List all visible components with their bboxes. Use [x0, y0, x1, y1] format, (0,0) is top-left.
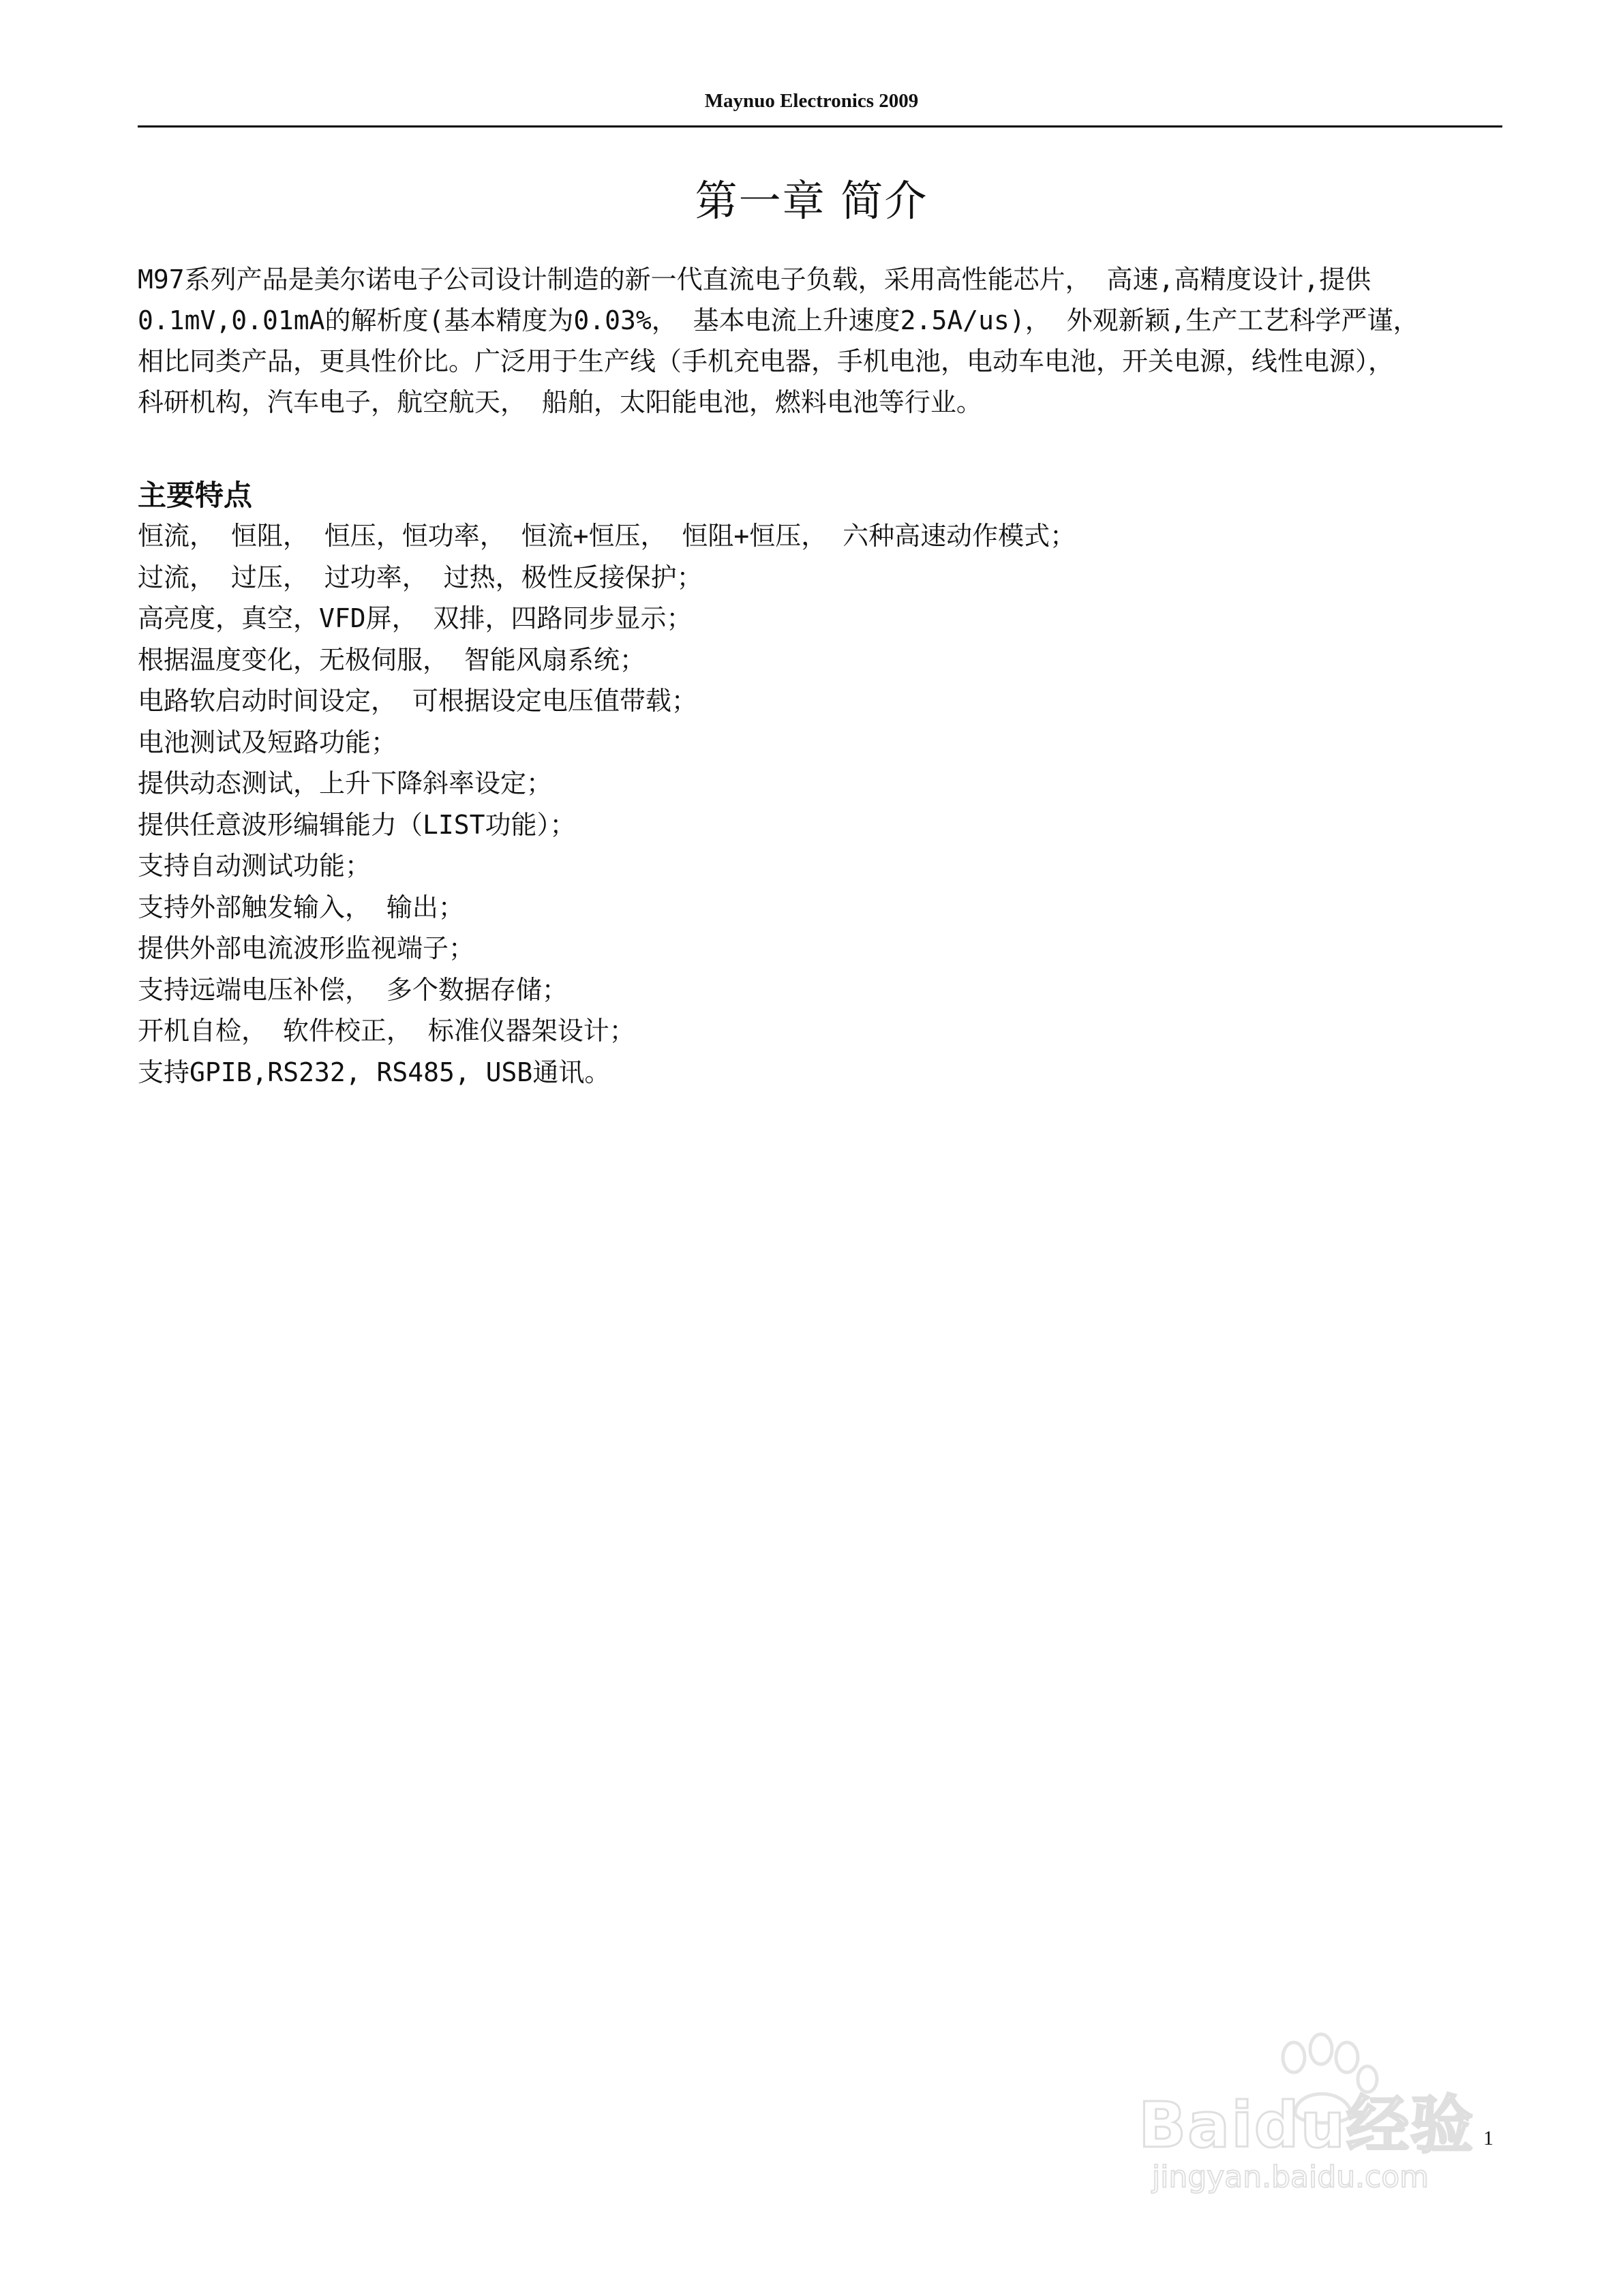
intro-line: M97系列产品是美尔诺电子公司设计制造的新一代直流电子负载，采用高性能芯片， 高速,高精度设计,提供	[138, 265, 1371, 294]
header-divider	[138, 125, 1502, 127]
intro-line: 0.1mV,0.01mA的解析度(基本精度为0.03%， 基本电流上升速度2.5A/us)， 外观新颖,生产工艺科学严谨，	[138, 305, 1419, 335]
feature-item: 支持远端电压补偿， 多个数据存储；	[138, 974, 568, 1005]
watermark-logo: Baidu经验	[1138, 2089, 1475, 2162]
features-list	[138, 515, 1502, 1093]
feature-item: 电路软启动时间设定， 可根据设定电压值带载；	[138, 686, 697, 716]
feature-item: 高亮度，真空，VFD屏， 双排，四路同步显示；	[138, 603, 693, 633]
features-heading: 主要特点	[138, 479, 253, 512]
feature-item: 恒流， 恒阻， 恒压，恒功率， 恒流+恒压， 恒阻+恒压， 六种高速动作模式；	[138, 521, 1076, 551]
feature-item: 提供任意波形编辑能力（LIST功能）；	[138, 809, 576, 840]
feature-item: 支持自动测试功能；	[138, 851, 371, 881]
feature-item: 支持外部触发输入， 输出；	[138, 892, 464, 922]
intro-line: 科研机构，汽车电子，航空航天， 船舶，太阳能电池，燃料电池等行业。	[138, 387, 982, 417]
intro-paragraph	[138, 259, 1502, 423]
feature-item: 支持GPIB,RS232, RS485, USB通讯。	[138, 1057, 611, 1087]
baidu-watermark	[1138, 2031, 1520, 2202]
feature-item: 过流， 过压， 过功率， 过热，极性反接保护；	[138, 562, 703, 592]
feature-item: 开机自检， 软件校正， 标准仪器架设计；	[138, 1016, 635, 1046]
feature-item: 根据温度变化，无极伺服， 智能风扇系统；	[138, 644, 646, 675]
feature-item: 提供动态测试，上升下降斜率设定；	[138, 768, 553, 798]
feature-item: 电池测试及短路功能；	[138, 727, 397, 757]
watermark-url: jingyan.baidu.com	[1152, 2160, 1429, 2194]
running-header: Maynuo Electronics 2009	[704, 90, 919, 112]
chapter-title: 第一章 简介	[695, 176, 928, 226]
intro-line: 相比同类产品，更具性价比。广泛用于生产线（手机充电器，手机电池，电动车电池，开关电源，线性电源），	[138, 346, 1395, 376]
feature-item: 提供外部电流波形监视端子；	[138, 933, 475, 963]
page-number: 1	[1483, 2127, 1493, 2149]
